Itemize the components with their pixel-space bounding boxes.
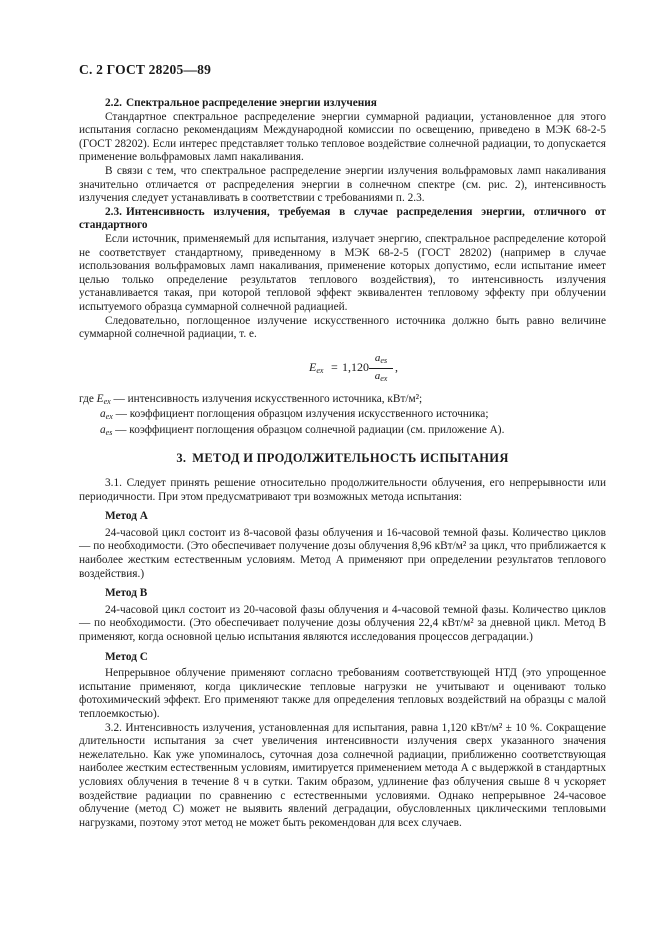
section-title: Спектральное распределение энергии излучения <box>125 97 377 109</box>
formula-coefficient: 1,120 <box>342 359 369 374</box>
method-b-heading: Метод В <box>105 587 148 600</box>
where-line-2: $a_{ex}$ — коэффициент поглощения образцом излучения искусственного источника; <box>100 408 489 422</box>
section-number: 2.2. <box>105 97 122 109</box>
section-2-3-heading <box>79 206 606 233</box>
page-header: С. 2 ГОСТ 28205—89 <box>79 62 212 77</box>
paragraph: 3.1. Следует принять решение относительно продолжительности облучения, его непрерывности или периодичности. При этом предусматривают три возможных метода испытания: <box>79 477 606 503</box>
paragraph: В связи с тем, что спектральное распределение энергии излучения вольфрамовых ламп накаливания значительно отличается от распределения энергии в солнечном спектре (см. рис. 2), интенсивность излучения следует устанавливать в соответствии с требованиями п. 2.3. <box>79 164 606 205</box>
paragraph: 24-часовой цикл состоит из 20-часовой фазы облучения и 4-часовой темной фазы. Количество циклов — по необходимости. (Это обеспечивает получение дозы облучения 22,4 кВт/м² за дневной цикл. Метод В применяют, когда основной целью испытания являются исследования процессов деградации.) <box>79 603 606 643</box>
section-2-2-heading <box>79 97 606 111</box>
section-title: Интенсивность излучения, требуемая в случае распределения энергии, отличного от стандартного <box>79 205 606 232</box>
paragraph: Следовательно, поглощенное излучение искусственного источника должно быть равно величине суммарной солнечной радиации, т. е. <box>79 314 606 341</box>
method-c-heading: Метод С <box>105 650 148 663</box>
paragraph: 24-часовой цикл состоит из 8-часовой фазы облучения и 16-часовой темной фазы. Количество циклов — по необходимости. (Это обеспечивает получение дозы облучения 8,96 кВт/м² за цикл, что приближается к наиболее жестким естественным условиям. Метод А применяют при определении результатов теплового воздействия.) <box>79 526 606 580</box>
fraction-denominator: $a_{ex}$ <box>374 370 388 384</box>
paragraph: Стандартное спектральное распределение энергии суммарной радиации, установленное для этого испытания согласно рекомендациям Международной комиссии по освещению, приведено в МЭК 68-2-5 (ГОСТ 28202). Если интерес представляет только тепловое воздействие солнечной радиации, то допускается применение вольфрамовых ламп накаливания. <box>79 110 606 164</box>
fraction-numerator: $a_{es}$ <box>374 351 388 365</box>
section-3-heading <box>79 452 606 466</box>
paragraph: Непрерывное облучение применяют согласно требованиям соответствующей НТД (это упрощенное испытание применяют, когда циклические тепловые нагрузки не учитывают и оценивают только фотохимический эффект. Его применяют также для определения тепловых воздействий на образцы с малой теплоемкостью). <box>79 667 606 720</box>
section-title: МЕТОД И ПРОДОЛЖИТЕЛЬНОСТЬ ИСПЫТАНИЯ <box>192 451 509 466</box>
method-a-heading: Метод А <box>105 510 148 523</box>
formula-fraction <box>369 352 393 386</box>
formula-comma: , <box>395 359 398 374</box>
section-number: 2.3. <box>105 205 122 218</box>
fraction-bar <box>369 368 393 369</box>
page-content <box>79 97 606 830</box>
paragraph: 3.2. Интенсивность излучения, установленная для испытания, равна 1,120 кВт/м² ± 10 %. Сокращение длительности испытания за счет увеличения интенсивности излучения сверх указанного значения нежелательно. Как уже упоминалось, суточная доза солнечной радиации, приближенно соответствующая наиболее жестким естественным условиям, имитируется применением метода А с выдержкой в стандартных условиях облучения в течение 8 ч в сутки. Таким образом, удлинение фаз облучения свыше 8 ч ускоряет воздействие радиации по сравнению с естественными условиями. Однако непрерывное 24-часовое облучение (метод С) может не выявить явлений деградации, обусловленных циклическими тепловыми нагрузками, поэтому этот метод не может быть рекомендован для всех случаев. <box>79 721 606 829</box>
formula-lhs: $E_{ex}$ <box>309 359 324 375</box>
formula <box>79 349 606 387</box>
paragraph: Если источник, применяемый для испытания, излучает энергию, спектральное распределение которой не соответствует стандартному, приведенному в МЭК 68-2-5 (ГОСТ 28202) (например в случае использования вольфрамовых ламп накаливания, применение которых допустимо, если испытание имеет целью только определение результатов теплового воздействия), то интенсивность излучения устанавливается такая, при которой тепловой эффект эквивалентен тепловому эффекту при облучении испытуемого образца суммарной солнечной радиацией. <box>79 232 606 313</box>
formula-equals: = <box>331 359 338 374</box>
section-number: 3. <box>176 451 187 466</box>
where-line-3: $a_{es}$ — коэффициент поглощения образцом солнечной радиации (см. приложение А). <box>100 423 505 437</box>
where-line-1: где $E_{ex}$ — интенсивность излучения искусственного источника, кВт/м²; <box>79 392 423 406</box>
